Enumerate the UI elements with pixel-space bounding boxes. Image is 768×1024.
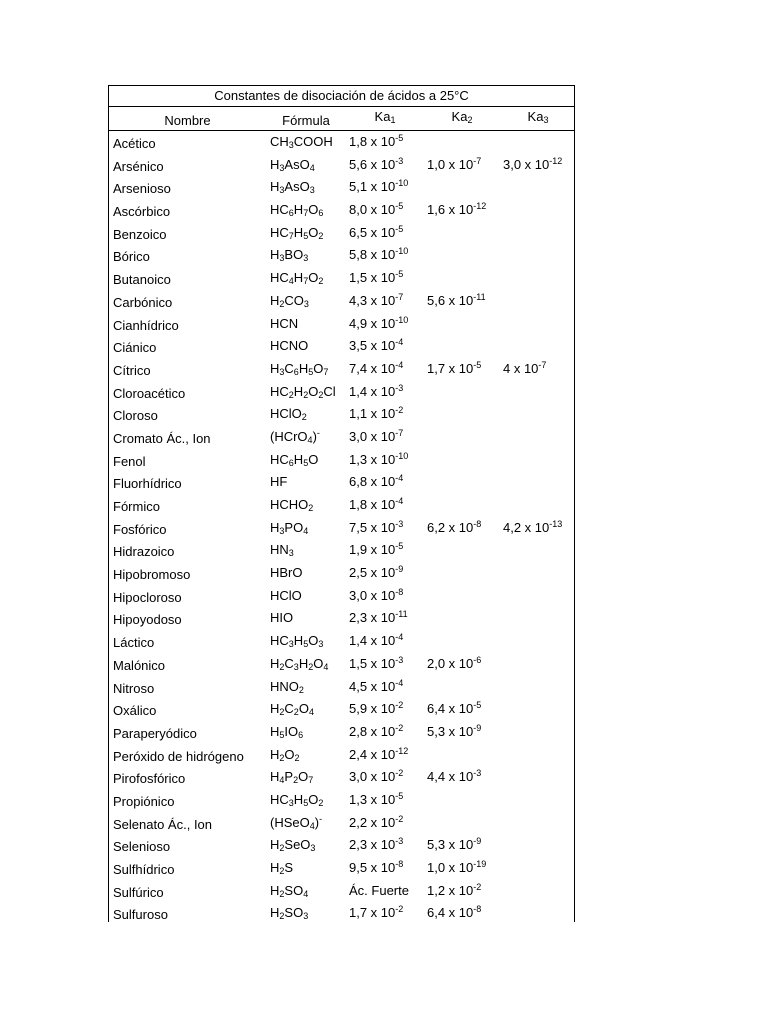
- ka1-value: 5,1 x $10^{-10}$: [349, 178, 409, 195]
- ka1-value: 2,4 x $10^{-12}$: [349, 745, 409, 762]
- acid-formula: $H_3AsO_3$: [270, 179, 315, 196]
- ka2-value: 1,7 x $10^{-5}$: [427, 359, 482, 376]
- table-row: [109, 222, 574, 245]
- ka1-value: 4,5 x $10^{-4}$: [349, 677, 404, 694]
- acid-name: Bórico: [113, 249, 150, 265]
- acid-formula: $HC_2H_2O_2Cl$: [270, 383, 336, 400]
- header-ka3: $Ka_3$: [527, 109, 549, 125]
- ka1-value: 1,3 x $10^{-5}$: [349, 790, 404, 807]
- ka3-value: 4,2 x $10^{-13}$: [503, 518, 563, 535]
- acid-formula: $H_2CO_3$: [270, 292, 309, 309]
- acid-formula: $H_3C_6H_5O_7$: [270, 360, 329, 377]
- header-formula: Fórmula: [282, 113, 330, 128]
- table-row: [109, 857, 574, 880]
- acid-name: Cloroso: [113, 408, 158, 424]
- header-ka1: $Ka_1$: [374, 109, 396, 125]
- ka2-value: 6,4 x $10^{-5}$: [427, 700, 482, 717]
- acid-name: Malónico: [113, 657, 166, 673]
- ka1-value: 1,7 x $10^{-2}$: [349, 904, 404, 921]
- acid-name: Pirofosfórico: [113, 771, 186, 787]
- acid-formula: HClO: [270, 587, 302, 603]
- ka1-value: 3,0 x $10^{-8}$: [349, 586, 404, 603]
- acid-name: Propiónico: [113, 793, 175, 809]
- acid-formula: $H_2SeO_3$: [270, 837, 316, 854]
- acid-name: Cianhídrico: [113, 317, 179, 333]
- ka2-value: 4,4 x $10^{-3}$: [427, 768, 482, 785]
- ka2-value: 1,0 x $10^{-7}$: [427, 155, 482, 172]
- ka1-value: 1,4 x $10^{-4}$: [349, 632, 404, 649]
- table-row: [109, 902, 574, 925]
- acid-name: Selenato Ác., Ion: [113, 816, 213, 832]
- ka1-value: 1,5 x $10^{-3}$: [349, 654, 404, 671]
- ka1-value: 4,9 x $10^{-10}$: [349, 314, 409, 331]
- table-row: [109, 494, 574, 517]
- acid-formula: $CH_3COOH$: [270, 134, 333, 150]
- table-row: [109, 199, 574, 222]
- ka1-value: 5,6 x $10^{-3}$: [349, 155, 404, 172]
- table-row: [109, 381, 574, 404]
- table-row: [109, 517, 574, 540]
- ka1-value: 7,5 x $10^{-3}$: [349, 518, 404, 535]
- acid-formula: $H_3AsO_4$: [270, 156, 315, 173]
- table-row: [109, 449, 574, 472]
- acid-formula: HF: [270, 474, 288, 490]
- acid-name: Cloroacético: [113, 385, 186, 401]
- ka1-value: 1,9 x $10^{-5}$: [349, 541, 404, 558]
- acid-formula: $H_2C_3H_2O_4$: [270, 655, 329, 672]
- acid-name: Peróxido de hidrógeno: [113, 748, 244, 764]
- table-row: [109, 744, 574, 767]
- table-row: [109, 403, 574, 426]
- table-title: Constantes de disociación de ácidos a 25°C: [109, 86, 574, 107]
- acid-formula: $HC_7H_5O_2$: [270, 224, 324, 241]
- acid-name: Butanoico: [113, 272, 171, 288]
- acid-name: Fluorhídrico: [113, 476, 182, 492]
- ka1-value: 1,8 x $10^{-4}$: [349, 496, 404, 512]
- ka1-value: 3,0 x $10^{-7}$: [349, 427, 404, 444]
- ka1-value: 2,3 x $10^{-11}$: [349, 609, 408, 626]
- table-row: [109, 539, 574, 562]
- acid-name: Fosfórico: [113, 521, 167, 537]
- acid-formula: HCN: [270, 315, 299, 331]
- acid-formula: $H_2S$: [270, 860, 294, 876]
- table-row: [109, 358, 574, 381]
- acid-formula: $H_2SO_3$: [270, 905, 309, 922]
- ka1-value: Ác. Fuerte: [349, 882, 409, 898]
- ka1-value: 5,8 x $10^{-10}$: [349, 246, 409, 263]
- acid-formula: $H_3PO_4$: [270, 519, 309, 536]
- acid-formula: $H_2SO_4$: [270, 882, 309, 899]
- table-row: [109, 789, 574, 812]
- ka2-value: 5,3 x $10^{-9}$: [427, 836, 482, 853]
- ka1-value: 2,2 x $10^{-2}$: [349, 813, 404, 830]
- acid-formula: $H_4P_2O_7$: [270, 769, 314, 786]
- ka2-value: 1,6 x $10^{-12}$: [427, 201, 487, 218]
- acid-formula: $HC_4H_7O_2$: [270, 270, 324, 287]
- acid-name: Carbónico: [113, 294, 173, 310]
- acid-name: Hipobromoso: [113, 567, 191, 583]
- acid-name: Sulfúrico: [113, 884, 164, 900]
- acid-formula: $HCHO_2$: [270, 497, 314, 513]
- ka1-value: 2,8 x $10^{-2}$: [349, 722, 404, 739]
- ka1-value: 2,3 x $10^{-3}$: [349, 836, 404, 853]
- acid-formula: $H_2O_2$: [270, 746, 300, 763]
- acid-name: Nitroso: [113, 680, 155, 696]
- acid-name: Sulfhídrico: [113, 862, 175, 877]
- acid-name: Oxálico: [113, 703, 157, 719]
- ka1-value: 1,8 x $10^{-5}$: [349, 133, 404, 149]
- table-row: [109, 653, 574, 676]
- table-row: [109, 290, 574, 313]
- header-ka2: $Ka_2$: [451, 109, 473, 125]
- ka2-value: 5,6 x $10^{-11}$: [427, 291, 486, 308]
- acid-formula: $HC_6H_5O$: [270, 451, 319, 468]
- acid-name: Hipocloroso: [113, 589, 182, 605]
- table-row: [109, 131, 574, 154]
- acid-formula: HCNO: [270, 338, 309, 354]
- table-row: [109, 880, 574, 903]
- table-row: [109, 812, 574, 835]
- acid-name: Arsénico: [113, 158, 164, 174]
- acid-name: Paraperyódico: [113, 725, 197, 741]
- ka1-value: 1,5 x $10^{-5}$: [349, 269, 404, 286]
- acid-name: Ascórbico: [113, 204, 171, 220]
- ka3-value: 3,0 x $10^{-12}$: [503, 155, 563, 172]
- table-row: [109, 313, 574, 336]
- acid-name: Benzoico: [113, 226, 167, 242]
- table-body: [109, 131, 574, 925]
- ka2-value: 6,4 x $10^{-8}$: [427, 904, 482, 921]
- ka1-value: 1,1 x $10^{-2}$: [349, 405, 404, 422]
- table-row: [109, 698, 574, 721]
- acid-name: Cromato Ác., Ion: [113, 430, 211, 446]
- ka1-value: 9,5 x $10^{-8}$: [349, 859, 404, 875]
- table-row: [109, 176, 574, 199]
- ka1-value: 1,3 x $10^{-10}$: [349, 450, 409, 467]
- table-row: [109, 630, 574, 653]
- table-row: [109, 721, 574, 744]
- ka1-value: 3,5 x $10^{-4}$: [349, 337, 404, 354]
- acid-name: Láctico: [113, 635, 155, 651]
- acid-formula: $HNO_2$: [270, 678, 304, 695]
- table-row: [109, 267, 574, 290]
- acid-formula: (HSeO$_4$)-: [270, 813, 323, 831]
- acid-name: Arsenioso: [113, 181, 171, 197]
- acid-formula: $H_2C_2O_4$: [270, 701, 314, 718]
- table-row: [109, 834, 574, 857]
- ka1-value: 6,8 x $10^{-4}$: [349, 473, 404, 490]
- ka1-value: 6,5 x $10^{-5}$: [349, 223, 404, 240]
- ka2-value: 5,3 x $10^{-9}$: [427, 722, 482, 739]
- acid-name: Ciánico: [113, 340, 157, 356]
- table-row: [109, 426, 574, 449]
- ka1-value: 1,4 x $10^{-3}$: [349, 382, 404, 399]
- acid-name: Selenioso: [113, 839, 171, 855]
- ka1-value: 8,0 x $10^{-5}$: [349, 201, 404, 218]
- table-row: [109, 766, 574, 789]
- table-row: [109, 585, 574, 608]
- header-name: Nombre: [164, 113, 211, 128]
- acid-name: Fórmico: [113, 499, 160, 514]
- acid-name: Cítrico: [113, 362, 151, 378]
- ka3-value: 4 x $10^{-7}$: [503, 359, 547, 376]
- acid-name: Hidrazoico: [113, 544, 175, 560]
- table-row: [109, 244, 574, 267]
- acid-formula: $H_3BO_3$: [270, 247, 309, 264]
- acid-formula: (HCrO$_4$)-: [270, 427, 320, 445]
- acid-name: Acético: [113, 136, 156, 151]
- acid-name: Fenol: [113, 453, 146, 469]
- acid-name: Sulfuroso: [113, 907, 168, 923]
- acid-formula: $H_5IO_6$: [270, 723, 304, 740]
- ka2-value: 1,2 x $10^{-2}$: [427, 881, 482, 898]
- table-row: [109, 154, 574, 177]
- table-row: [109, 335, 574, 358]
- ka1-value: 7,4 x $10^{-4}$: [349, 359, 404, 376]
- acid-formula: $HN_3$: [270, 542, 294, 559]
- acid-constants-table: [108, 85, 575, 922]
- ka2-value: 1,0 x $10^{-19}$: [427, 859, 487, 875]
- acid-formula: $HC_6H_7O_6$: [270, 202, 324, 219]
- acid-formula: HBrO: [270, 565, 303, 581]
- acid-name: Hipoyodoso: [113, 612, 182, 628]
- table-header-row: [109, 107, 574, 131]
- ka1-value: 5,9 x $10^{-2}$: [349, 700, 404, 717]
- table-row: [109, 471, 574, 494]
- table-row: [109, 607, 574, 630]
- acid-formula: $HC_3H_5O_2$: [270, 791, 324, 808]
- ka1-value: 4,3 x $10^{-7}$: [349, 291, 404, 308]
- ka1-value: 2,5 x $10^{-9}$: [349, 564, 404, 581]
- ka1-value: 3,0 x $10^{-2}$: [349, 768, 404, 785]
- table-row: [109, 562, 574, 585]
- table-row: [109, 676, 574, 699]
- ka2-value: 2,0 x $10^{-6}$: [427, 654, 482, 671]
- acid-formula: HIO: [270, 610, 294, 626]
- acid-formula: HClO$_2$: [270, 406, 307, 423]
- ka2-value: 6,2 x $10^{-8}$: [427, 518, 482, 535]
- acid-formula: $HC_3H_5O_3$: [270, 633, 324, 650]
